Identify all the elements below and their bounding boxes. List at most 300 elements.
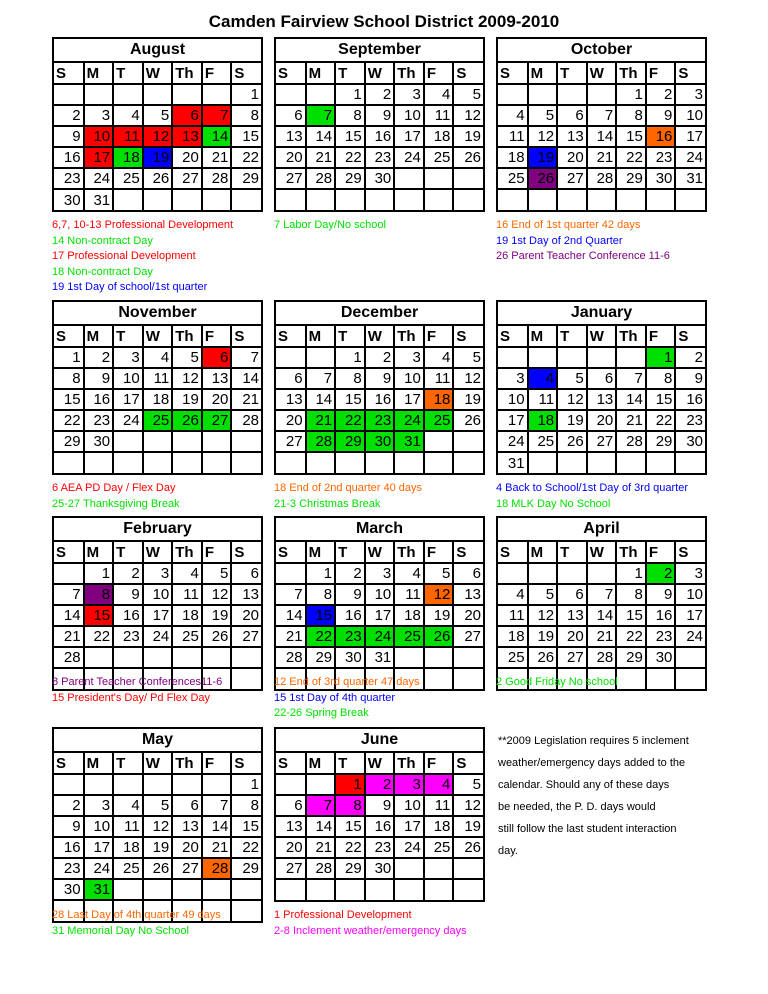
day-cell: 18 — [498, 147, 528, 168]
weekday-header-row — [54, 753, 261, 774]
day-cell: 25 — [113, 858, 143, 879]
week-row — [498, 168, 705, 189]
day-cell: 16 — [54, 837, 84, 858]
week-row — [276, 858, 483, 879]
day-cell: 7 — [306, 105, 336, 126]
day-cell: 30 — [365, 168, 395, 189]
day-cell: 24 — [84, 168, 114, 189]
weekday-label: M — [306, 753, 336, 774]
day-cell: 22 — [646, 410, 676, 431]
weekday-label: W — [143, 63, 173, 84]
day-cell — [424, 452, 454, 473]
day-cell: 18 — [143, 389, 173, 410]
day-cell: 10 — [394, 105, 424, 126]
day-cell: 25 — [528, 431, 558, 452]
day-cell: 2 — [365, 774, 395, 795]
day-cell — [424, 858, 454, 879]
month-grid — [276, 63, 483, 210]
day-cell: 12 — [143, 126, 173, 147]
day-cell: 9 — [646, 584, 676, 605]
day-cell: 25 — [424, 147, 454, 168]
day-cell: 1 — [335, 84, 365, 105]
day-cell: 23 — [84, 410, 114, 431]
week-row — [276, 168, 483, 189]
weekday-label: M — [306, 63, 336, 84]
day-cell: 19 — [172, 389, 202, 410]
day-cell: 17 — [84, 837, 114, 858]
day-cell: 16 — [365, 816, 395, 837]
day-cell: 1 — [335, 347, 365, 368]
day-cell — [113, 647, 143, 668]
weekday-label: T — [335, 326, 365, 347]
day-cell — [276, 563, 306, 584]
day-cell — [231, 668, 261, 689]
week-row — [54, 879, 261, 900]
day-cell: 27 — [587, 431, 617, 452]
day-cell: 11 — [143, 368, 173, 389]
day-cell: 5 — [557, 368, 587, 389]
day-cell: 16 — [54, 147, 84, 168]
day-cell: 1 — [616, 563, 646, 584]
weekday-header-row — [54, 542, 261, 563]
day-cell: 10 — [143, 584, 173, 605]
day-cell: 28 — [587, 168, 617, 189]
day-cell: 10 — [84, 816, 114, 837]
legend-entry: 18 MLK Day No School — [496, 497, 611, 510]
day-cell: 21 — [306, 147, 336, 168]
day-cell: 25 — [498, 168, 528, 189]
day-cell: 3 — [143, 563, 173, 584]
day-cell: 18 — [424, 389, 454, 410]
day-cell: 19 — [528, 147, 558, 168]
week-row — [54, 816, 261, 837]
day-cell: 18 — [424, 816, 454, 837]
weekday-label: S — [231, 753, 261, 774]
day-cell: 17 — [84, 147, 114, 168]
day-cell — [113, 879, 143, 900]
note-line: still follow the last student interaction — [498, 823, 677, 835]
day-cell: 18 — [113, 147, 143, 168]
weekday-label: M — [528, 63, 558, 84]
weekday-label: Th — [172, 542, 202, 563]
page-title: Camden Fairview School District 2009-2010 — [208, 12, 560, 31]
day-cell: 8 — [84, 584, 114, 605]
day-cell: 21 — [306, 837, 336, 858]
month-february — [52, 516, 263, 691]
day-cell: 19 — [453, 126, 483, 147]
day-cell — [172, 431, 202, 452]
day-cell — [202, 452, 232, 473]
day-cell — [453, 431, 483, 452]
day-cell: 14 — [587, 126, 617, 147]
day-cell: 31 — [675, 168, 705, 189]
day-cell: 13 — [453, 584, 483, 605]
week-row — [54, 126, 261, 147]
week-row — [276, 816, 483, 837]
month-name: February — [54, 518, 261, 542]
day-cell: 21 — [276, 626, 306, 647]
week-row — [276, 84, 483, 105]
weekday-label: F — [202, 753, 232, 774]
week-row — [54, 389, 261, 410]
weekday-label: Th — [394, 63, 424, 84]
day-cell: 12 — [172, 368, 202, 389]
day-cell: 10 — [675, 105, 705, 126]
day-cell — [202, 879, 232, 900]
day-cell: 12 — [528, 126, 558, 147]
day-cell: 24 — [498, 431, 528, 452]
day-cell: 19 — [453, 389, 483, 410]
day-cell: 8 — [616, 105, 646, 126]
day-cell: 28 — [306, 168, 336, 189]
day-cell: 6 — [587, 368, 617, 389]
day-cell — [528, 189, 558, 210]
day-cell: 3 — [675, 563, 705, 584]
day-cell: 9 — [54, 816, 84, 837]
legend-entry: 26 Parent Teacher Conference 11-6 — [496, 250, 670, 262]
day-cell: 14 — [276, 605, 306, 626]
day-cell: 17 — [365, 605, 395, 626]
day-cell: 15 — [646, 389, 676, 410]
day-cell — [394, 858, 424, 879]
day-cell — [365, 452, 395, 473]
day-cell: 27 — [172, 858, 202, 879]
day-cell — [172, 452, 202, 473]
day-cell — [616, 189, 646, 210]
day-cell: 20 — [172, 837, 202, 858]
day-cell: 15 — [231, 816, 261, 837]
day-cell — [335, 189, 365, 210]
day-cell: 1 — [231, 774, 261, 795]
day-cell: 3 — [365, 563, 395, 584]
day-cell — [528, 347, 558, 368]
day-cell: 8 — [231, 795, 261, 816]
day-cell: 11 — [113, 126, 143, 147]
week-row — [54, 647, 261, 668]
day-cell: 3 — [394, 347, 424, 368]
day-cell: 9 — [84, 368, 114, 389]
day-cell — [231, 452, 261, 473]
day-cell — [587, 452, 617, 473]
day-cell — [54, 563, 84, 584]
day-cell: 23 — [113, 626, 143, 647]
day-cell: 6 — [276, 105, 306, 126]
day-cell: 15 — [335, 389, 365, 410]
weekday-label: F — [202, 542, 232, 563]
day-cell — [675, 452, 705, 473]
day-cell: 18 — [424, 126, 454, 147]
day-cell — [498, 347, 528, 368]
weekday-label: S — [231, 542, 261, 563]
month-november — [52, 300, 263, 475]
day-cell — [557, 563, 587, 584]
month-grid — [276, 753, 483, 900]
day-cell: 7 — [231, 347, 261, 368]
weekday-label: M — [84, 542, 114, 563]
note-line: weather/emergency days added to the — [498, 757, 686, 769]
day-cell: 11 — [424, 368, 454, 389]
week-row — [276, 126, 483, 147]
day-cell — [675, 189, 705, 210]
weekday-label: S — [276, 542, 306, 563]
day-cell: 13 — [276, 389, 306, 410]
day-cell — [84, 452, 114, 473]
day-cell: 25 — [113, 168, 143, 189]
day-cell: 14 — [231, 368, 261, 389]
weekday-label: T — [113, 63, 143, 84]
day-cell: 29 — [646, 431, 676, 452]
day-cell: 7 — [276, 584, 306, 605]
week-row — [54, 452, 261, 473]
month-grid — [498, 542, 705, 689]
day-cell: 19 — [528, 626, 558, 647]
day-cell: 13 — [172, 126, 202, 147]
day-cell: 16 — [675, 389, 705, 410]
day-cell — [675, 668, 705, 689]
day-cell — [557, 347, 587, 368]
day-cell: 7 — [202, 105, 232, 126]
day-cell: 11 — [528, 389, 558, 410]
day-cell: 5 — [453, 774, 483, 795]
day-cell — [202, 647, 232, 668]
day-cell — [616, 452, 646, 473]
legend-entry: 2 Good Friday No school — [496, 676, 618, 688]
legend-entry: 14 Non-contract Day — [52, 234, 153, 247]
day-cell — [453, 879, 483, 900]
day-cell: 2 — [54, 105, 84, 126]
day-cell: 22 — [54, 410, 84, 431]
day-cell: 11 — [498, 605, 528, 626]
week-row — [498, 389, 705, 410]
day-cell: 30 — [365, 858, 395, 879]
day-cell — [276, 189, 306, 210]
day-cell: 5 — [528, 105, 558, 126]
day-cell: 28 — [202, 858, 232, 879]
week-row — [498, 626, 705, 647]
weekday-label: Th — [394, 326, 424, 347]
day-cell: 18 — [113, 837, 143, 858]
week-row — [54, 584, 261, 605]
day-cell — [424, 168, 454, 189]
day-cell: 21 — [202, 147, 232, 168]
weekday-label: T — [557, 326, 587, 347]
day-cell — [113, 189, 143, 210]
weekday-label: S — [54, 542, 84, 563]
weekday-label: M — [528, 542, 558, 563]
day-cell: 29 — [231, 858, 261, 879]
day-cell: 31 — [84, 189, 114, 210]
day-cell: 29 — [231, 168, 261, 189]
weekday-label: M — [306, 542, 336, 563]
weekday-header-row — [276, 63, 483, 84]
day-cell — [276, 452, 306, 473]
day-cell: 13 — [202, 368, 232, 389]
weekday-label: W — [365, 542, 395, 563]
day-cell: 31 — [394, 431, 424, 452]
month-december — [274, 300, 485, 475]
day-cell: 24 — [394, 410, 424, 431]
week-row — [54, 84, 261, 105]
day-cell: 15 — [335, 126, 365, 147]
month-name: March — [276, 518, 483, 542]
day-cell — [143, 84, 173, 105]
weekday-label: M — [84, 63, 114, 84]
week-row — [54, 147, 261, 168]
week-row — [276, 147, 483, 168]
month-march — [274, 516, 485, 691]
day-cell — [84, 84, 114, 105]
day-cell: 4 — [498, 105, 528, 126]
week-row — [498, 147, 705, 168]
day-cell — [424, 189, 454, 210]
day-cell: 9 — [646, 105, 676, 126]
weekday-label: T — [113, 326, 143, 347]
legend-entry: 19 1st Day of 2nd Quarter — [496, 234, 623, 247]
day-cell: 18 — [498, 626, 528, 647]
day-cell: 1 — [646, 347, 676, 368]
day-cell: 6 — [276, 795, 306, 816]
month-grid — [54, 63, 261, 210]
week-row — [276, 389, 483, 410]
day-cell: 2 — [113, 563, 143, 584]
day-cell: 20 — [276, 147, 306, 168]
weekday-label: S — [276, 326, 306, 347]
day-cell: 8 — [335, 795, 365, 816]
day-cell: 19 — [453, 816, 483, 837]
day-cell: 22 — [616, 147, 646, 168]
month-grid — [276, 542, 483, 689]
day-cell: 30 — [335, 647, 365, 668]
day-cell — [113, 431, 143, 452]
day-cell: 26 — [528, 168, 558, 189]
week-row — [54, 858, 261, 879]
day-cell: 12 — [528, 605, 558, 626]
day-cell: 3 — [394, 774, 424, 795]
weekday-label: Th — [172, 753, 202, 774]
day-cell — [394, 647, 424, 668]
day-cell: 13 — [557, 126, 587, 147]
legislation-note — [498, 730, 738, 862]
day-cell: 30 — [646, 168, 676, 189]
day-cell: 11 — [424, 105, 454, 126]
weekday-label: F — [424, 753, 454, 774]
day-cell — [231, 647, 261, 668]
day-cell: 16 — [113, 605, 143, 626]
day-cell: 19 — [143, 837, 173, 858]
weekday-label: F — [202, 63, 232, 84]
day-cell: 22 — [335, 837, 365, 858]
day-cell — [231, 900, 261, 921]
week-row — [276, 368, 483, 389]
day-cell: 13 — [231, 584, 261, 605]
day-cell: 20 — [172, 147, 202, 168]
weekday-label: S — [453, 63, 483, 84]
day-cell — [231, 879, 261, 900]
weekday-label: Th — [172, 326, 202, 347]
day-cell: 20 — [453, 605, 483, 626]
day-cell: 15 — [306, 605, 336, 626]
legend-september — [274, 218, 386, 234]
month-grid — [498, 63, 705, 210]
week-row — [276, 105, 483, 126]
day-cell: 26 — [424, 626, 454, 647]
day-cell: 22 — [335, 410, 365, 431]
day-cell: 24 — [113, 410, 143, 431]
day-cell: 4 — [528, 368, 558, 389]
week-row — [54, 837, 261, 858]
day-cell — [113, 84, 143, 105]
day-cell — [528, 84, 558, 105]
day-cell: 13 — [276, 126, 306, 147]
day-cell: 21 — [231, 389, 261, 410]
day-cell — [143, 189, 173, 210]
day-cell: 21 — [587, 626, 617, 647]
day-cell: 29 — [616, 647, 646, 668]
legend-december — [274, 481, 422, 512]
day-cell: 20 — [557, 147, 587, 168]
month-june — [274, 727, 485, 902]
legend-entry: 17 Professional Development — [52, 250, 196, 262]
day-cell: 5 — [424, 563, 454, 584]
month-august — [52, 37, 263, 212]
weekday-label: T — [335, 63, 365, 84]
day-cell: 4 — [424, 347, 454, 368]
weekday-label: S — [498, 326, 528, 347]
legend-october — [496, 218, 670, 265]
day-cell: 16 — [646, 605, 676, 626]
note-line: calendar. Should any of these days — [498, 779, 670, 791]
day-cell: 29 — [335, 168, 365, 189]
day-cell: 2 — [84, 347, 114, 368]
day-cell: 8 — [335, 368, 365, 389]
day-cell: 16 — [646, 126, 676, 147]
week-row — [276, 837, 483, 858]
day-cell: 10 — [394, 795, 424, 816]
weekday-label: S — [54, 326, 84, 347]
month-april — [496, 516, 707, 691]
day-cell: 27 — [172, 168, 202, 189]
day-cell: 13 — [276, 816, 306, 837]
day-cell: 30 — [84, 431, 114, 452]
legend-may — [52, 908, 221, 939]
day-cell: 25 — [394, 626, 424, 647]
legend-entry: 6 AEA PD Day / Flex Day — [52, 482, 176, 494]
day-cell: 26 — [453, 147, 483, 168]
week-row — [54, 563, 261, 584]
day-cell: 15 — [231, 126, 261, 147]
weekday-label: T — [557, 542, 587, 563]
day-cell — [84, 774, 114, 795]
day-cell: 31 — [365, 647, 395, 668]
day-cell: 4 — [498, 584, 528, 605]
day-cell — [143, 452, 173, 473]
day-cell: 26 — [202, 626, 232, 647]
day-cell — [498, 189, 528, 210]
day-cell: 20 — [587, 410, 617, 431]
day-cell: 4 — [424, 84, 454, 105]
day-cell — [424, 647, 454, 668]
day-cell — [143, 647, 173, 668]
month-october — [496, 37, 707, 212]
day-cell: 2 — [646, 84, 676, 105]
weekday-label: S — [675, 542, 705, 563]
weekday-label: W — [365, 753, 395, 774]
legend-entry: 19 1st Day of school/1st quarter — [52, 281, 208, 293]
month-name: April — [498, 518, 705, 542]
day-cell: 19 — [557, 410, 587, 431]
day-cell: 4 — [424, 774, 454, 795]
legend-january — [496, 481, 688, 512]
